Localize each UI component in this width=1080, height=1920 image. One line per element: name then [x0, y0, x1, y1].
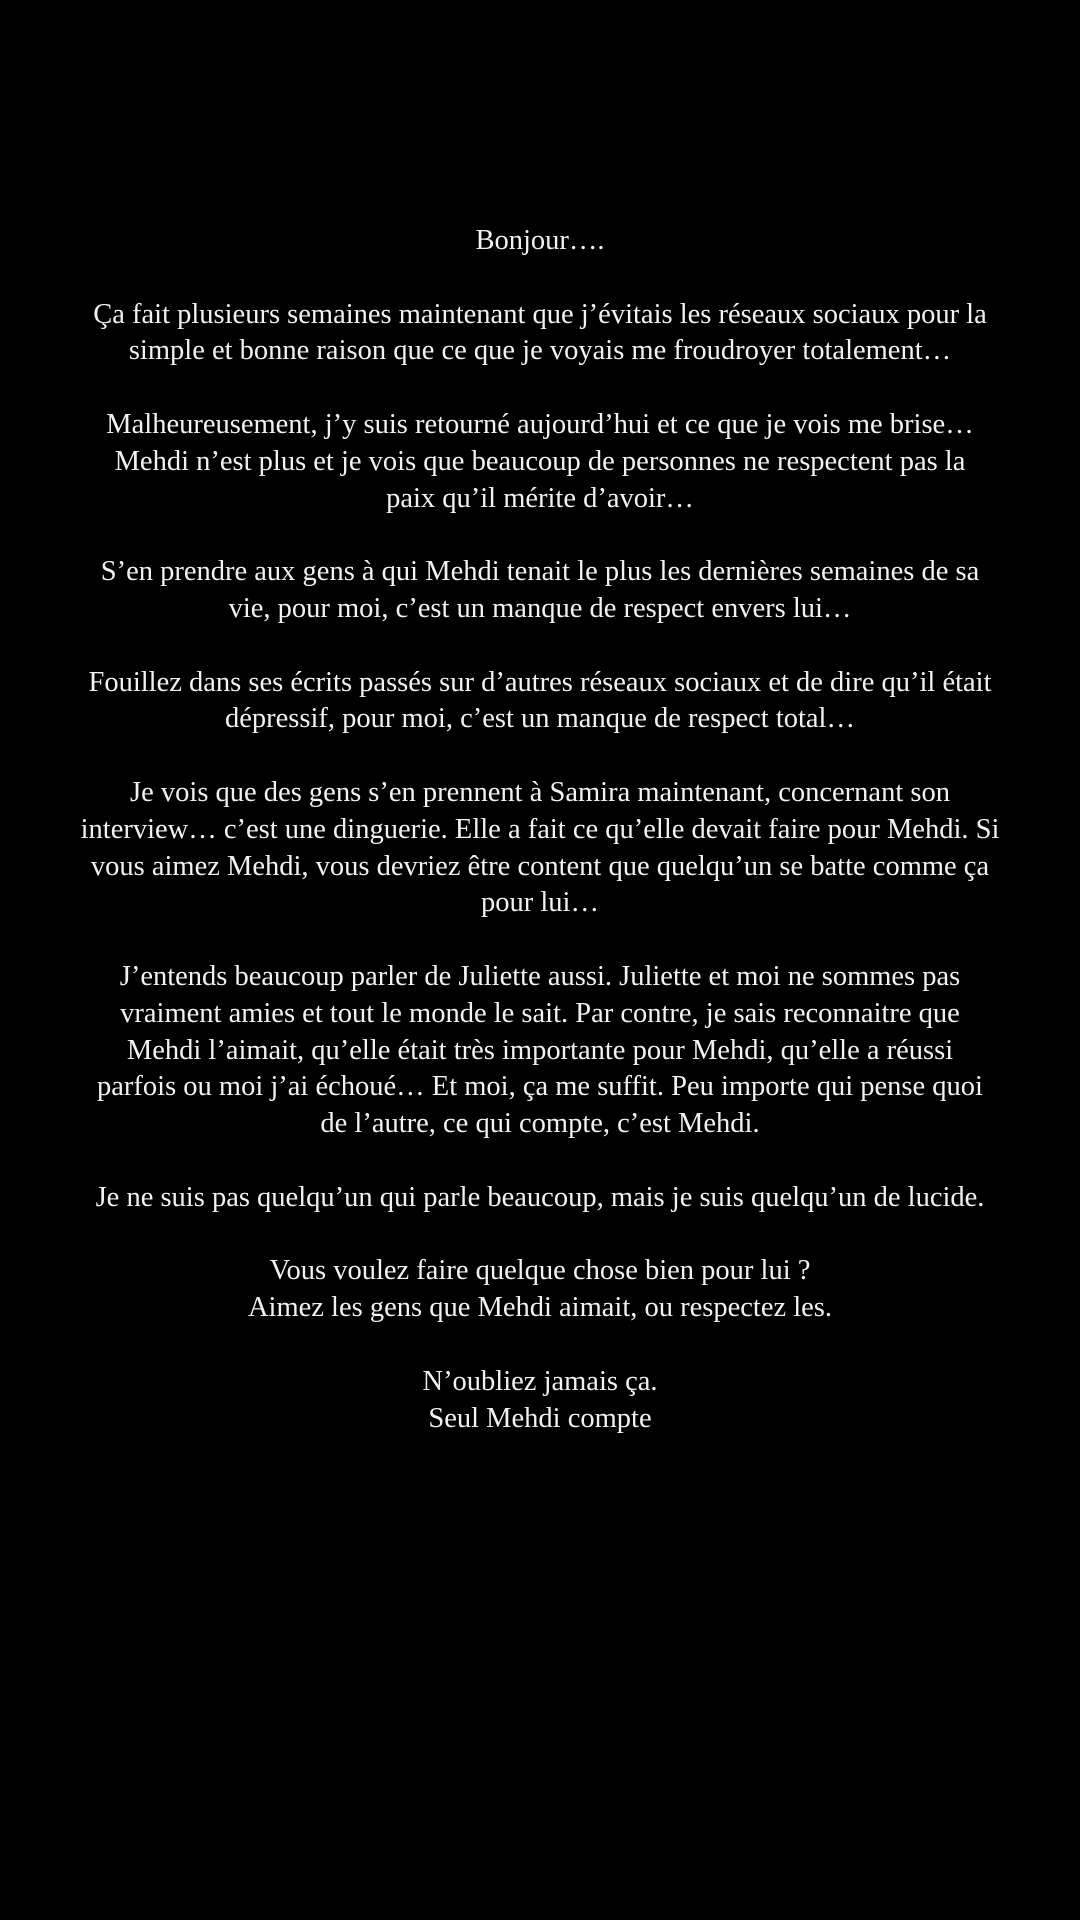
paragraph-6-line-2: vraiment amies et tout le monde le sait. Par contre, je sais reconnaitre que — [120, 997, 960, 1029]
closing-line: Seul Mehdi compte — [428, 1402, 652, 1434]
paragraph-7-line-1: Je ne suis pas quelqu’un qui parle beaucoup, mais je suis quelqu’un de lucide. — [95, 1181, 985, 1213]
paragraph-5-line-3: vous aimez Mehdi, vous devriez être content que quelqu’un se batte comme ça — [90, 850, 990, 882]
paragraph-2-line-3: paix qu’il mérite d’avoir… — [386, 482, 694, 514]
paragraph-spacer — [0, 1327, 1080, 1364]
paragraph-spacer — [0, 260, 1080, 297]
paragraph-6-line-3: Mehdi l’aimait, qu’elle était très importante pour Mehdi, qu’elle a réussi — [126, 1034, 954, 1066]
paragraph-4-line-2: dépressif, pour moi, c’est un manque de respect total… — [225, 703, 855, 735]
paragraph-6-line-5: de l’autre, ce qui compte, c’est Mehdi. — [320, 1108, 760, 1140]
paragraph-1-line-2: simple et bonne raison que ce que je voyais me froudroyer totalement… — [128, 335, 952, 367]
paragraph-5-line-1: Je vois que des gens s’en prennent à Samira maintenant, concernant son — [130, 776, 950, 808]
paragraph-5-line-4: pour lui… — [481, 887, 599, 919]
paragraph-spacer — [0, 1143, 1080, 1180]
paragraph-spacer — [0, 738, 1080, 775]
paragraph-spacer — [0, 922, 1080, 959]
paragraph-5-line-2: interview… c’est une dinguerie. Elle a fait ce qu’elle devait faire pour Mehdi. Si — [80, 813, 1000, 845]
paragraph-spacer — [0, 370, 1080, 407]
paragraph-spacer — [0, 628, 1080, 665]
paragraph-4-line-1: Fouillez dans ses écrits passés sur d’autres réseaux sociaux et de dire qu’il était — [88, 666, 992, 698]
paragraph-8-line-2: Aimez les gens que Mehdi aimait, ou respectez les. — [247, 1292, 833, 1324]
paragraph-2-line-2: Mehdi n’est plus et je vois que beaucoup de personnes ne respectent pas la — [114, 445, 966, 477]
paragraph-1-line-1: Ça fait plusieurs semaines maintenant que j’évitais les réseaux sociaux pour la — [93, 298, 987, 330]
paragraph-6-line-4: parfois ou moi j’ai échoué… Et moi, ça me suffit. Peu importe qui pense quoi — [97, 1071, 983, 1103]
greeting-line: Bonjour…. — [475, 225, 605, 256]
paragraph-8-line-1: Vous voulez faire quelque chose bien pour lui ? — [269, 1255, 811, 1287]
paragraph-3-line-2: vie, pour moi, c’est un manque de respect envers lui… — [228, 592, 852, 624]
paragraph-9-line-1: N’oubliez jamais ça. — [422, 1365, 658, 1397]
paragraph-6-line-1: J’entends beaucoup parler de Juliette aussi. Juliette et moi ne sommes pas — [119, 960, 961, 992]
paragraph-3-line-1: S’en prendre aux gens à qui Mehdi tenait le plus les dernières semaines de sa — [100, 556, 980, 588]
paragraph-spacer — [0, 517, 1080, 554]
paragraph-spacer — [0, 1217, 1080, 1254]
paragraph-2-line-1: Malheureusement, j’y suis retourné aujourd’hui et ce que je vois me brise… — [106, 408, 974, 440]
story-text-block — [0, 223, 1080, 1437]
